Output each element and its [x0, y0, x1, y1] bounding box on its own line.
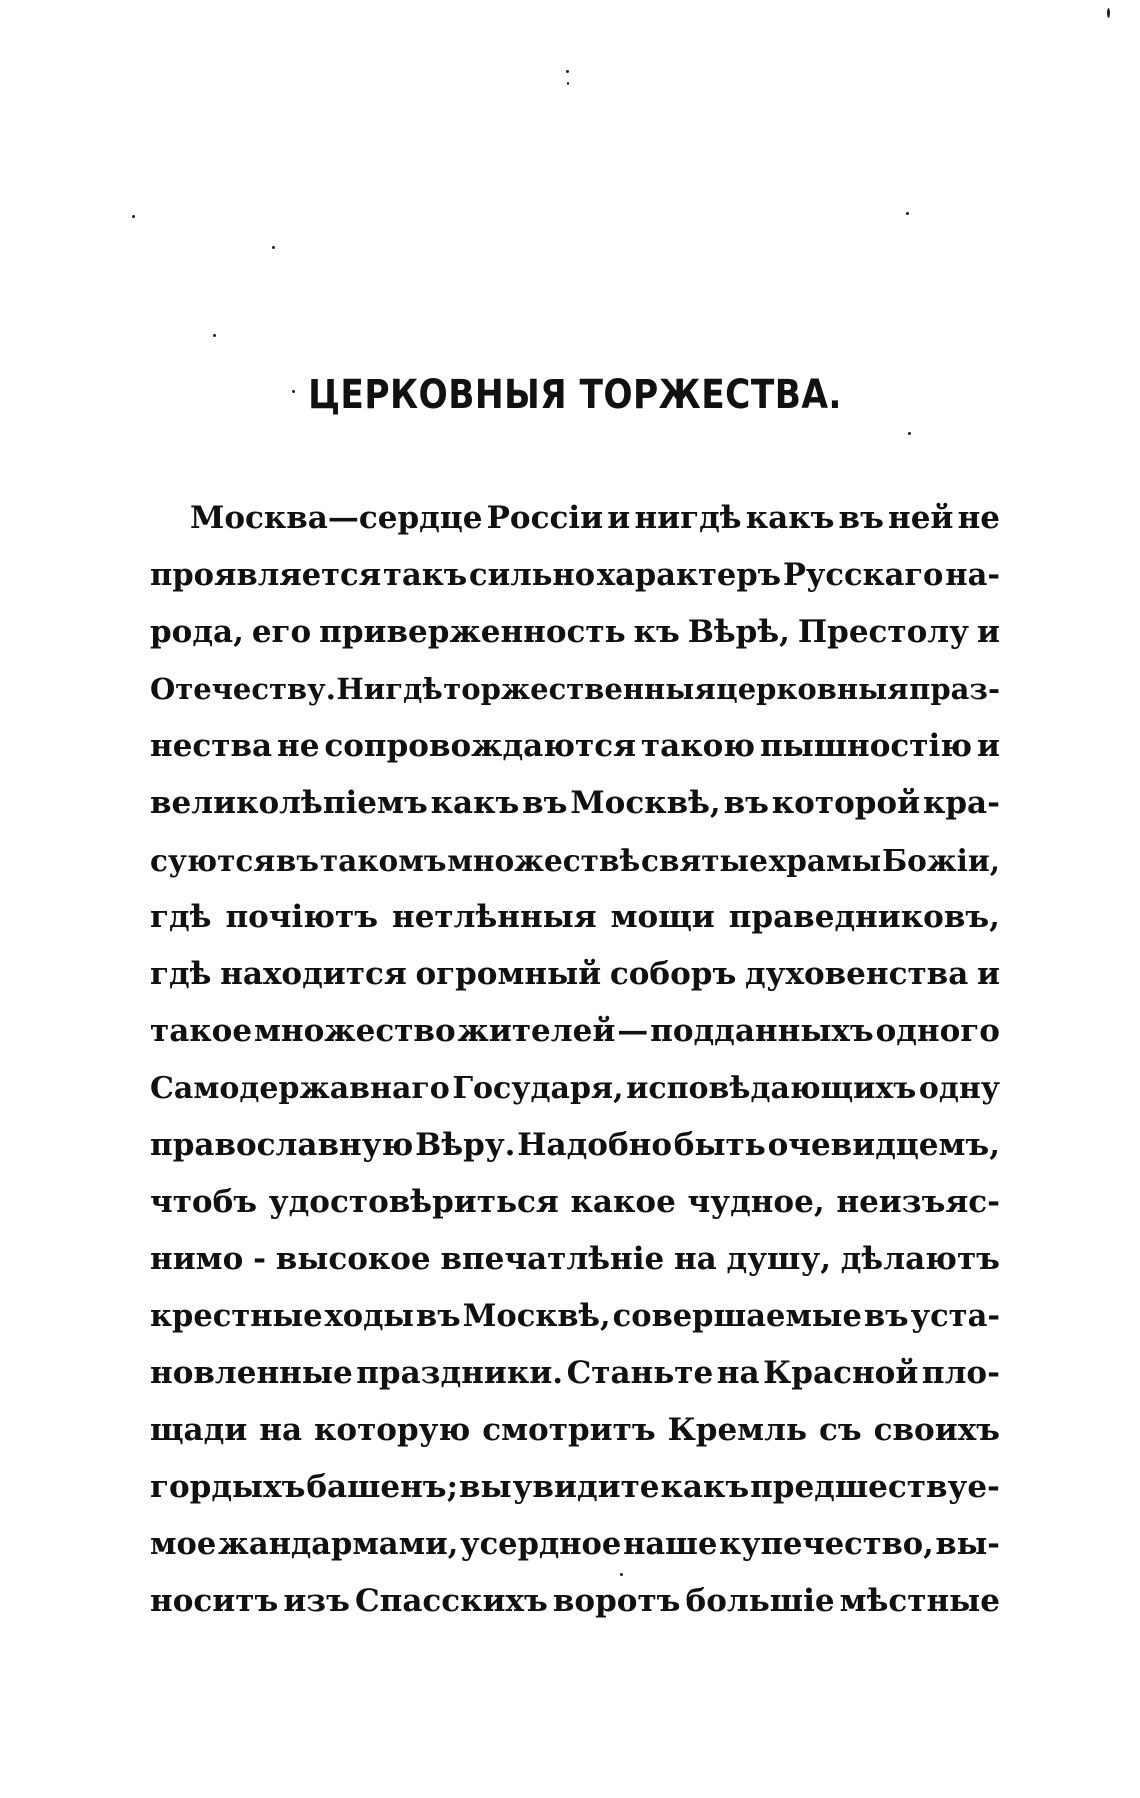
text-line	[150, 718, 1000, 775]
word: на	[259, 1412, 303, 1448]
word: уста-	[910, 1298, 1000, 1334]
word: новленные	[150, 1355, 353, 1391]
word: Престолу	[797, 614, 970, 650]
word: кра-	[922, 785, 1000, 821]
word: -	[253, 1241, 266, 1277]
word: гордыхъ	[150, 1469, 306, 1505]
word: нетлѣнныя	[392, 899, 597, 935]
word: впечатлѣніе	[440, 1241, 665, 1277]
word: и	[607, 500, 631, 536]
word: въ	[863, 1298, 909, 1334]
word: Станьте	[566, 1355, 714, 1391]
word: въ	[416, 1298, 461, 1334]
word: ходы	[324, 1298, 414, 1334]
scan-speck	[292, 390, 295, 393]
text-line	[150, 1345, 1000, 1402]
word: большіе	[685, 1583, 835, 1619]
text-line	[150, 1003, 1000, 1060]
word: характеръ	[596, 557, 782, 593]
text-line	[150, 775, 1000, 832]
word: совершаемые	[612, 1298, 862, 1334]
word: такое	[150, 1013, 253, 1049]
word: рода,	[150, 614, 244, 650]
word: какое	[570, 1184, 676, 1220]
word: смотритъ	[482, 1412, 656, 1448]
word: Божіи,	[881, 843, 1000, 878]
word: очевидцемъ,	[767, 1127, 1000, 1163]
text-line	[150, 889, 1000, 946]
scan-speck	[1107, 8, 1110, 18]
word: огромный	[415, 956, 602, 992]
word: высокое	[275, 1241, 431, 1277]
scan-speck	[566, 70, 569, 73]
word: нигдѣ	[634, 500, 742, 536]
word: своихъ	[873, 1412, 1000, 1448]
word: —	[617, 1013, 649, 1049]
word: одну	[918, 1071, 1000, 1106]
word: дѣлаютъ	[840, 1241, 1000, 1277]
word: гдѣ	[150, 956, 212, 992]
word: жандармами,	[218, 1526, 459, 1562]
scan-speck	[620, 1573, 623, 1576]
word: въ	[723, 785, 769, 821]
word: какъ	[745, 500, 835, 536]
word: удостовѣриться	[268, 1184, 559, 1220]
word: сопровождаются	[324, 728, 636, 764]
word: носитъ	[150, 1583, 279, 1619]
word: башенъ;	[306, 1469, 459, 1505]
word: на-	[945, 557, 1000, 593]
word: такомъ	[319, 843, 447, 878]
word: крестные	[150, 1298, 323, 1334]
word: какъ	[660, 1469, 750, 1505]
word: православную	[150, 1127, 414, 1163]
word: предшествуе-	[750, 1469, 1000, 1505]
text-line	[150, 1516, 1000, 1573]
chapter-title: ЦЕРКОВНЫЯ ТОРЖЕСТВА.	[308, 372, 842, 418]
word: Вѣру.	[415, 1127, 516, 1163]
word: воротъ	[552, 1583, 681, 1619]
word: множество	[254, 1013, 456, 1049]
word: не	[277, 728, 320, 764]
word: чтобъ	[150, 1184, 258, 1220]
word: Отечеству.	[150, 672, 336, 706]
word: приверженность	[319, 614, 626, 650]
word: вы	[458, 1469, 512, 1505]
word: Русскаго	[782, 557, 944, 593]
word: такою	[640, 728, 756, 764]
text-line	[150, 661, 1000, 718]
word: нества	[150, 728, 273, 764]
scan-speck	[906, 212, 909, 215]
word: которую	[314, 1412, 471, 1448]
word: Спасскихъ	[354, 1583, 548, 1619]
word: Самодержавнаго	[150, 1071, 450, 1106]
word: изъ	[283, 1583, 350, 1619]
word: нимо	[150, 1241, 244, 1277]
scan-speck	[272, 246, 275, 249]
text-line	[150, 1402, 1000, 1459]
word: съ	[818, 1412, 862, 1448]
text-line	[150, 1060, 1000, 1117]
word: неизъяс-	[836, 1184, 1000, 1220]
word: находится	[220, 956, 407, 992]
word: торжественныя	[443, 672, 716, 706]
text-line	[150, 1174, 1000, 1231]
text-line	[150, 604, 1000, 661]
word: Москвѣ,	[462, 1298, 611, 1334]
word: и	[976, 956, 1000, 992]
word: душу,	[726, 1241, 831, 1277]
word: соборъ	[609, 956, 737, 992]
text-line	[150, 1459, 1000, 1516]
word: суются	[150, 843, 276, 878]
word: одного	[875, 1013, 1000, 1049]
text-line	[150, 547, 1000, 604]
word: ней	[888, 500, 954, 536]
word: великолѣпіемъ	[150, 785, 428, 821]
word: и	[976, 614, 1000, 650]
word: Красной	[763, 1355, 919, 1391]
word: праздники.	[356, 1355, 563, 1391]
scan-speck	[213, 334, 216, 337]
word: мощи	[610, 899, 715, 935]
scan-speck	[132, 215, 135, 218]
text-line	[150, 1288, 1000, 1345]
word: подданныхъ	[650, 1013, 874, 1049]
word: которой	[771, 785, 921, 821]
word: жителей	[457, 1013, 616, 1049]
word: праз-	[909, 672, 1000, 706]
word: проявляется	[150, 557, 382, 593]
text-line	[150, 1231, 1000, 1288]
word: исповѣдающихъ	[626, 1071, 917, 1106]
word: его	[251, 614, 312, 650]
word: къ	[633, 614, 680, 650]
word: Надобно	[517, 1127, 672, 1163]
word: духовенства	[744, 956, 969, 992]
word: Вѣрѣ,	[687, 614, 790, 650]
scan-speck	[908, 432, 911, 435]
word: праведниковъ,	[728, 899, 1000, 935]
word: не	[957, 500, 1000, 536]
word: какъ	[430, 785, 520, 821]
text-line	[150, 832, 1000, 889]
word: церковныя	[716, 672, 909, 706]
body-text	[150, 490, 1000, 1630]
word: храмы	[768, 843, 882, 878]
word: наше	[623, 1526, 718, 1562]
word: въ	[275, 843, 320, 878]
word: Государя,	[452, 1071, 624, 1106]
word: и	[976, 728, 1000, 764]
word: чудное,	[687, 1184, 825, 1220]
word: мѣстные	[839, 1583, 1000, 1619]
text-line	[150, 946, 1000, 1003]
text-line	[150, 1117, 1000, 1174]
word: купечество,	[719, 1526, 934, 1562]
word: усердное	[460, 1526, 622, 1562]
word: Россіи	[486, 500, 604, 536]
word: гдѣ	[150, 899, 212, 935]
word: увидите	[512, 1469, 660, 1505]
word: множествѣ	[447, 843, 641, 878]
word: на	[716, 1355, 760, 1391]
word: быть	[673, 1127, 766, 1163]
word: мое	[150, 1526, 217, 1562]
text-line	[150, 1573, 1000, 1630]
scan-speck	[567, 82, 569, 85]
word: святые	[640, 843, 768, 878]
word: щади	[150, 1412, 248, 1448]
word: въ	[838, 500, 884, 536]
word: Москва—сердце	[190, 500, 483, 536]
word: въ	[522, 785, 568, 821]
word: вы-	[935, 1526, 1000, 1562]
word: Кремль	[667, 1412, 808, 1448]
word: пышностію	[759, 728, 973, 764]
word: сильно	[469, 557, 596, 593]
word: такъ	[383, 557, 468, 593]
word: Нигдѣ	[336, 672, 443, 706]
word: почіютъ	[225, 899, 379, 935]
word: пло-	[921, 1355, 1000, 1391]
word: на	[673, 1241, 717, 1277]
text-line	[150, 490, 1000, 547]
word: Москвѣ,	[570, 785, 721, 821]
